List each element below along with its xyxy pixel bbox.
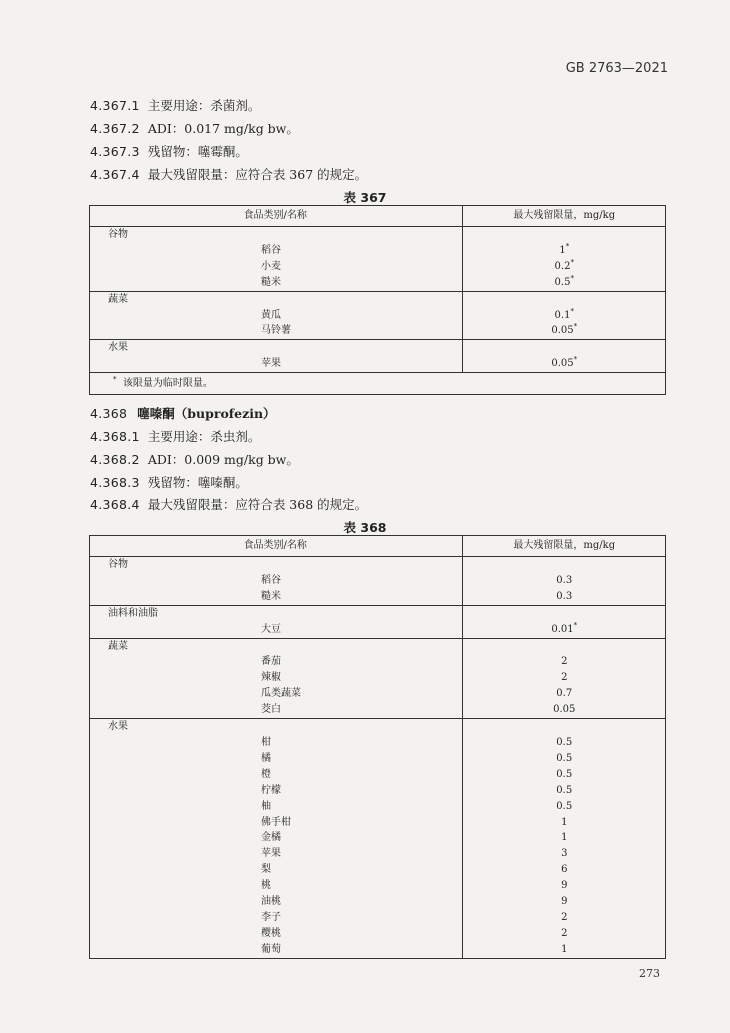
mrl-value: 9 <box>561 880 568 892</box>
food-name: 桃 <box>89 878 462 894</box>
clause-number: 4.367.3 <box>90 144 140 159</box>
clause-4-367-3 <box>90 142 248 160</box>
table-row <box>89 735 666 751</box>
table-row <box>89 275 666 291</box>
column-header-food: 食品类别/名称 <box>89 205 462 227</box>
food-name: 柠檬 <box>89 783 462 799</box>
food-name: 金橘 <box>89 830 462 846</box>
food-name: 番茄 <box>89 654 462 670</box>
food-name: 柑 <box>89 735 462 751</box>
clause-number: 4.367.4 <box>90 167 140 182</box>
table-row <box>89 767 666 783</box>
food-name: 苹果 <box>89 356 462 372</box>
mrl-value: 1 <box>561 816 568 828</box>
category-row <box>89 291 666 307</box>
category-row <box>89 719 666 735</box>
clause-4-367-4 <box>90 165 367 183</box>
mrl-value: 0.5 <box>556 768 573 780</box>
clause-4-368-4 <box>90 495 367 513</box>
table-row <box>89 846 666 862</box>
mrl-value: 1 <box>561 832 568 844</box>
table-row <box>89 702 666 718</box>
table-row <box>89 323 666 339</box>
category-name: 谷物 <box>89 227 462 243</box>
clause-text: ADI：0.009 mg/kg bw。 <box>147 452 299 467</box>
mrl-value: 0.05* <box>551 355 578 370</box>
clause-text: 残留物：噻霉酮。 <box>147 144 248 159</box>
food-name: 黄瓜 <box>89 308 462 324</box>
table-row <box>89 910 666 926</box>
food-name: 辣椒 <box>89 670 462 686</box>
mrl-value: 0.5 <box>556 784 573 796</box>
clause-text: 最大残留限量：应符合表 368 的规定。 <box>147 497 368 512</box>
food-name: 橙 <box>89 767 462 783</box>
category-name: 油料和油脂 <box>89 605 462 621</box>
table-368 <box>89 535 666 958</box>
footnote-mark: * <box>570 307 574 316</box>
table-row <box>89 259 666 275</box>
mrl-value: 0.1* <box>554 307 574 321</box>
mrl-value: 9 <box>561 896 568 908</box>
clause-text: 残留物：噻嗪酮。 <box>147 475 248 490</box>
clause-text: 最大残留限量：应符合表 367 的规定。 <box>147 167 368 182</box>
food-name: 稻谷 <box>89 573 462 589</box>
footnote-mark: * <box>113 375 117 384</box>
footnote-mark: * <box>570 258 574 267</box>
mrl-value: 0.7 <box>556 688 573 700</box>
category-name: 蔬菜 <box>89 638 462 654</box>
clause-4-368-3 <box>90 473 248 491</box>
category-row <box>89 227 666 243</box>
column-header-food: 食品类别/名称 <box>89 535 462 557</box>
footnote-text: 该限量为临时限量。 <box>122 377 213 389</box>
table-368-caption: 表 368 <box>343 520 387 535</box>
table-row <box>89 799 666 815</box>
food-name: 苹果 <box>89 846 462 862</box>
food-name: 梨 <box>89 862 462 878</box>
mrl-value: 0.5 <box>556 752 573 764</box>
table-row <box>89 894 666 910</box>
mrl-value: 2 <box>561 927 568 939</box>
food-name: 李子 <box>89 910 462 926</box>
mrl-value: 2 <box>561 672 568 684</box>
mrl-value: 0.05 <box>553 704 576 716</box>
clause-4-367-1 <box>90 96 260 114</box>
table-row <box>89 815 666 831</box>
footnote-mark: * <box>573 323 578 332</box>
section-title: 噻嗪酮（buprofezin） <box>137 406 276 421</box>
table-367-caption: 表 367 <box>343 190 387 205</box>
table-row <box>89 878 666 894</box>
table-row <box>89 942 666 958</box>
category-row <box>89 605 666 621</box>
food-name: 小麦 <box>89 259 462 275</box>
table-row <box>89 243 666 259</box>
clause-number: 4.368.4 <box>90 497 140 512</box>
clause-number: 4.367.1 <box>90 98 140 113</box>
table-row <box>89 751 666 767</box>
table-row <box>89 573 666 589</box>
clause-4-368-1 <box>90 427 260 445</box>
food-name: 瓜类蔬菜 <box>89 686 462 702</box>
clause-number: 4.368.3 <box>90 475 140 490</box>
food-name: 樱桃 <box>89 926 462 942</box>
mrl-value: 1* <box>559 242 570 256</box>
clause-number: 4.368.1 <box>90 429 140 444</box>
category-name: 水果 <box>89 340 462 356</box>
clause-4-368-2 <box>90 450 299 468</box>
column-header-mrl: 最大残留限量，mg/kg <box>462 205 666 227</box>
category-row <box>89 340 666 356</box>
table-header-row <box>89 205 666 227</box>
category-name: 谷物 <box>89 557 462 573</box>
footnote-mark: * <box>565 242 570 251</box>
clause-number: 4.368.2 <box>90 452 140 467</box>
mrl-value: 3 <box>561 848 568 860</box>
mrl-value: 2 <box>561 656 568 668</box>
food-name: 柚 <box>89 799 462 815</box>
table-row <box>89 830 666 846</box>
food-name: 油桃 <box>89 894 462 910</box>
footnote-mark: * <box>573 355 578 364</box>
clause-4-367-2 <box>90 119 299 137</box>
table-row <box>89 356 666 372</box>
food-name: 马铃薯 <box>89 323 462 339</box>
footnote-mark: * <box>573 621 578 630</box>
column-header-mrl: 最大残留限量，mg/kg <box>462 535 666 557</box>
table-row <box>89 308 666 324</box>
mrl-value: 1 <box>561 943 568 955</box>
table-row <box>89 783 666 799</box>
mrl-value: 0.5 <box>556 736 573 748</box>
food-name: 稻谷 <box>89 243 462 259</box>
mrl-value: 0.5 <box>556 800 573 812</box>
footnote-mark: * <box>570 274 574 283</box>
mrl-value: 0.3 <box>556 590 573 602</box>
mrl-value: 0.5* <box>554 274 574 288</box>
category-name: 蔬菜 <box>89 291 462 307</box>
table-row <box>89 926 666 942</box>
table-row <box>89 670 666 686</box>
category-row <box>89 638 666 654</box>
section-number: 4.368 <box>90 406 128 421</box>
category-row <box>89 557 666 573</box>
page-number: 273 <box>639 967 660 980</box>
clause-text: 主要用途：杀菌剂。 <box>147 98 261 113</box>
category-name: 水果 <box>89 719 462 735</box>
clause-text: 主要用途：杀虫剂。 <box>147 429 261 444</box>
table-footnote <box>89 373 666 395</box>
mrl-value: 0.2* <box>554 258 574 272</box>
mrl-value: 0.01* <box>551 621 578 635</box>
table-367 <box>89 205 666 394</box>
food-name: 橘 <box>89 751 462 767</box>
table-row <box>89 654 666 670</box>
table-row <box>89 686 666 702</box>
table-row <box>89 622 666 638</box>
table-row <box>89 589 666 605</box>
clause-number: 4.367.2 <box>90 121 140 136</box>
food-name: 糙米 <box>89 275 462 291</box>
section-4-368-heading <box>90 404 276 422</box>
mrl-value: 2 <box>561 911 568 923</box>
mrl-value: 0.05* <box>551 323 578 337</box>
mrl-value: 0.3 <box>556 574 573 586</box>
food-name: 大豆 <box>89 622 462 638</box>
table-row <box>89 862 666 878</box>
food-name: 佛手柑 <box>89 815 462 831</box>
standard-number: GB 2763—2021 <box>565 61 668 76</box>
food-name: 茭白 <box>89 702 462 718</box>
food-name: 糙米 <box>89 589 462 605</box>
mrl-value: 6 <box>561 864 568 876</box>
food-name: 葡萄 <box>89 942 462 958</box>
clause-text: ADI：0.017 mg/kg bw。 <box>147 121 299 136</box>
table-header-row <box>89 535 666 557</box>
